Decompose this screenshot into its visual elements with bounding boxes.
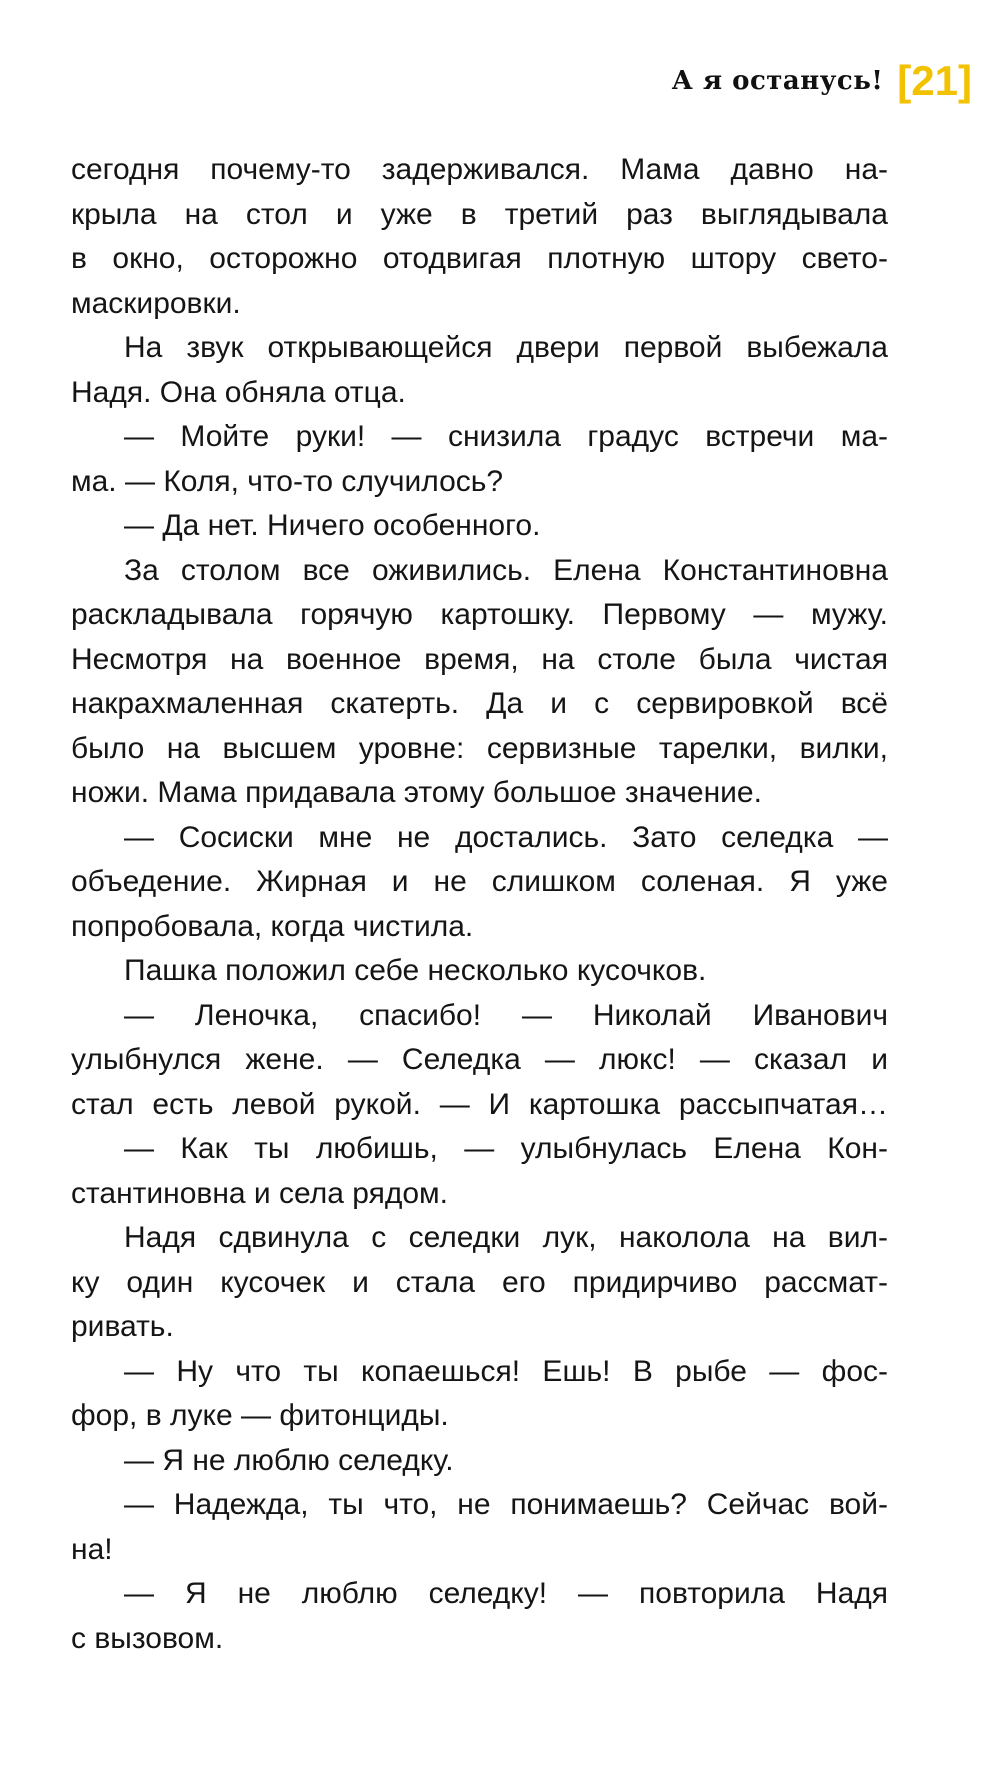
text-line: ривать. bbox=[71, 1310, 174, 1343]
text-line: — Леночка, спасибо! — Николай Иванович bbox=[124, 998, 888, 1032]
text-line: фор, в луке — фитонциды. bbox=[71, 1399, 449, 1432]
text-line: На звук открывающейся двери первой выбежала bbox=[124, 331, 888, 364]
text-line: было на высшем уровне: сервизные тарелки, вилки, bbox=[71, 731, 888, 765]
text-line: Надя. Она обняла отца. bbox=[71, 375, 406, 409]
text-line: Пашка положил себе несколько кусочков. bbox=[124, 954, 707, 987]
text-line: — Надежда, ты что, не понимаешь? Сейчас вой- bbox=[124, 1488, 888, 1521]
text-line: стал есть левой рукой. — И картошка рассыпчатая… bbox=[71, 1087, 888, 1121]
chapter-title: А я останусь! bbox=[671, 66, 884, 96]
text-line: Несмотря на военное время, на столе была чистая bbox=[71, 642, 888, 676]
text-line: — Как ты любишь, — улыбнулась Елена Кон- bbox=[124, 1132, 888, 1165]
text-line: с вызовом. bbox=[71, 1621, 224, 1655]
text-line: Надя сдвинула с селедки лук, наколола на вил- bbox=[124, 1221, 888, 1254]
text-line: улыбнулся жене. — Селедка — люкс! — сказал и bbox=[71, 1043, 888, 1076]
text-line: — Сосиски мне не достались. Зато селедка — bbox=[124, 820, 888, 854]
text-line: — Я не люблю селедку! — повторила Надя bbox=[124, 1577, 888, 1610]
text-line: в окно, осторожно отодвигая плотную штору свето- bbox=[71, 242, 888, 275]
text-line: ма. — Коля, что-то случилось? bbox=[71, 464, 504, 498]
text-line: — Да нет. Ничего особенного. bbox=[124, 509, 541, 542]
text-line: на! bbox=[71, 1532, 113, 1566]
text-line: ножи. Мама придавала этому большое значение. bbox=[71, 776, 762, 809]
text-line: раскладывала горячую картошку. Первому — мужу. bbox=[71, 598, 888, 631]
text-line: попробовала, когда чистила. bbox=[71, 909, 474, 943]
page-number: [21] bbox=[897, 57, 972, 104]
text-line: ку один кусочек и стала его придирчиво рассмат- bbox=[71, 1265, 888, 1299]
text-line: — Мойте руки! — снизила градус встречи ма- bbox=[124, 420, 888, 453]
body-text bbox=[71, 148, 888, 1661]
text-line: стантиновна и села рядом. bbox=[71, 1176, 448, 1210]
text-line: За столом все оживились. Елена Константиновна bbox=[124, 553, 888, 587]
running-header bbox=[671, 57, 972, 104]
text-line: объедение. Жирная и не слишком соленая. Я уже bbox=[71, 865, 888, 898]
text-line: — Я не люблю селедку. bbox=[124, 1443, 454, 1477]
text-line: крыла на стол и уже в третий раз выглядывала bbox=[71, 197, 888, 231]
text-line: маскировки. bbox=[71, 286, 241, 320]
text-line: сегодня почему-то задерживался. Мама давно на- bbox=[71, 153, 888, 186]
text-line: накрахмаленная скатерть. Да и с сервировкой всё bbox=[71, 687, 888, 720]
text-line: — Ну что ты копаешься! Ешь! В рыбе — фос- bbox=[124, 1354, 888, 1388]
